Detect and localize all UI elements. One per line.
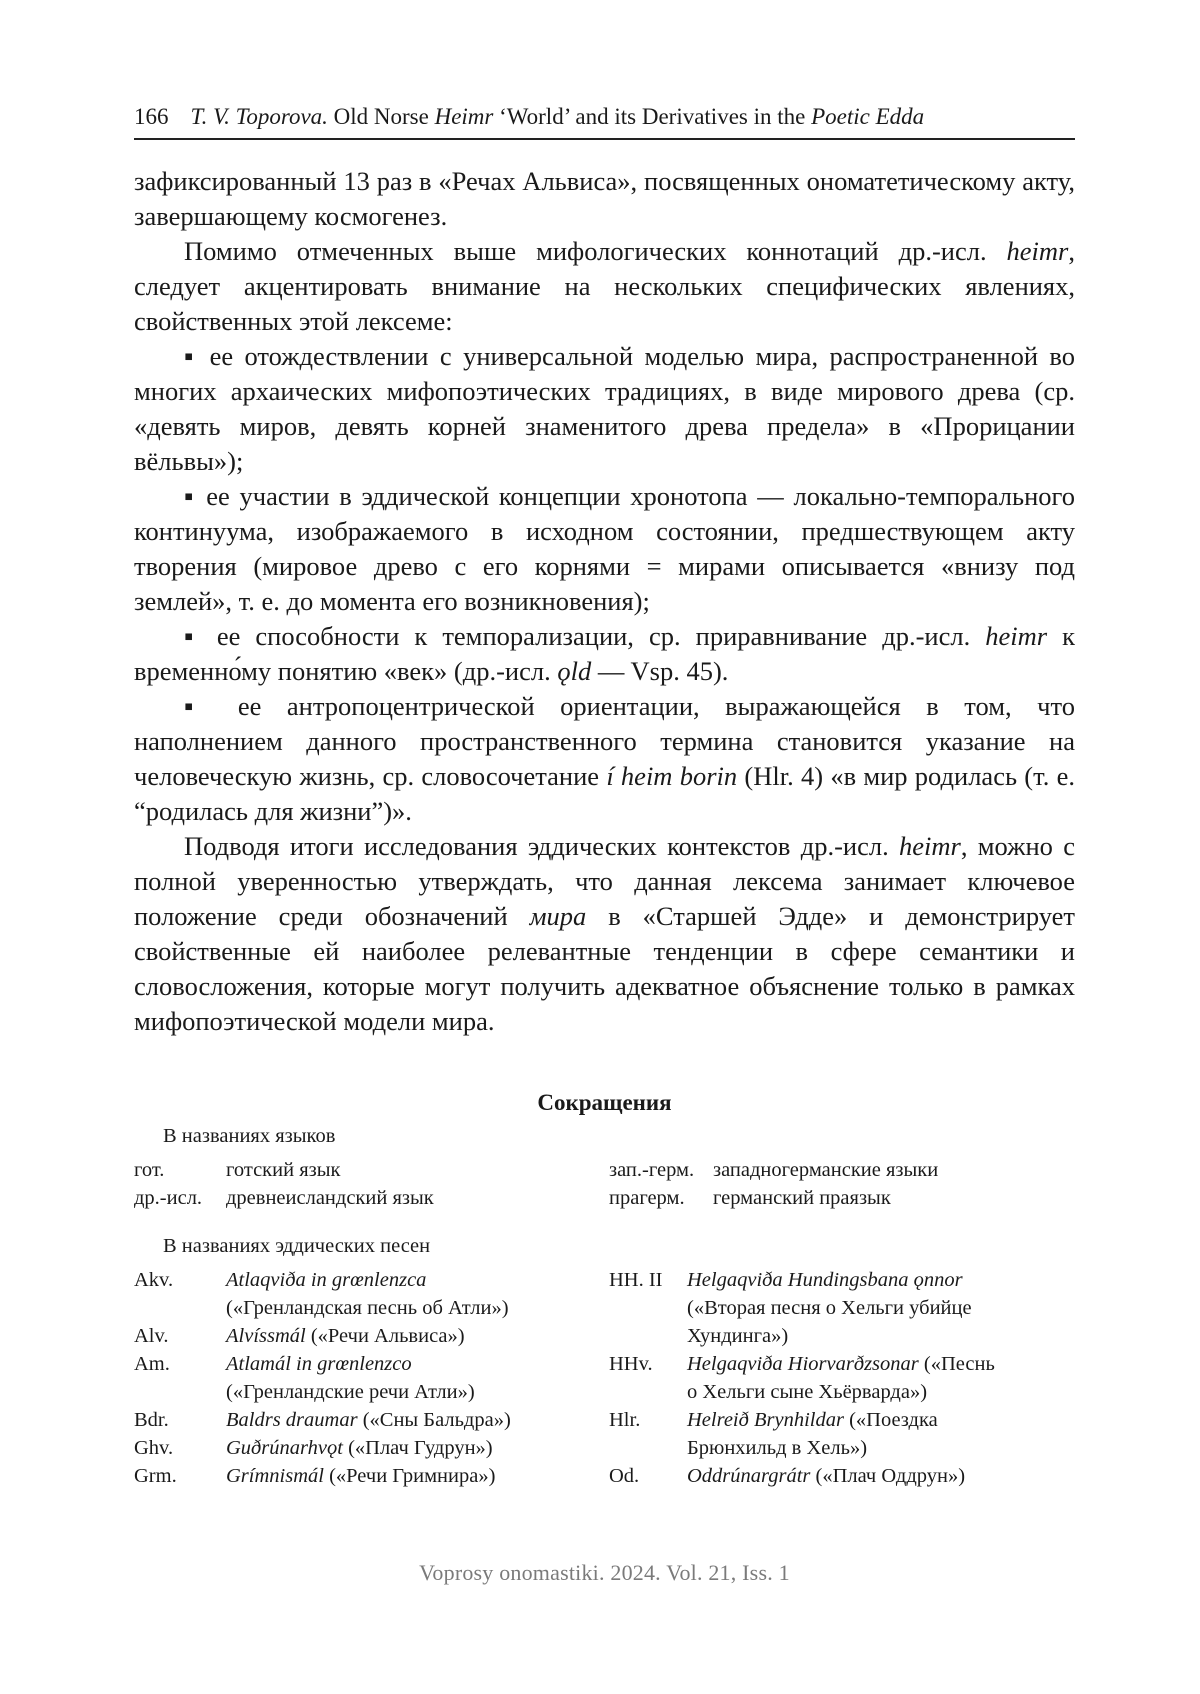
article-body [134,164,1075,1039]
running-header [134,102,1075,140]
paragraph: Помимо отмеченных выше мифологических коннотаций др.-исл. heimr, следует акцентировать внимание на нескольких специфических явлениях, свойственных этой лексеме: [134,236,1075,336]
header-title-part: ‘World’ and its Derivatives in the [493,104,812,129]
journal-footer: Voprosy onomastiki. 2024. Vol. 21, Iss. 1 [419,1560,790,1585]
bullet-item: ▪ ее отождествлении с универсальной моделью мира, распространенной во многих архаических мифопоэтических традициях, в виде мирового древа (ср. «девять миров, девять корней знаменитого древа предела» в «Прорицании вёльвы»); [134,341,1075,476]
page-number: 166 [134,104,169,129]
bullet-item: ▪ ее способности к темпорализации, ср. приравнивание др.-исл. heimr к временно́му понятию «век» (др.-исл. ǫld — Vsp. 45). [134,621,1076,686]
paragraph: зафиксированный 13 раз в «Речах Альвиса», посвященных ономатетическому акту, завершающему космогенез. [134,166,1075,231]
header-author: T. V. Toporova. [190,104,328,129]
subheading-languages: В названиях языков [163,1125,336,1147]
header-title-heimr: Heimr [434,104,494,129]
header-title-edda: Poetic Edda [811,104,925,129]
paragraph: Подводя итоги исследования эддических контекстов др.-исл. heimr, можно с полной уверенностью утверждать, что данная лексема занимает ключевое положение среди обозначений мира в «Старшей Эдде» и демонстрирует свойственные ей наиболее релевантные тенденции в сфере семантики и словосложения, которые могут получить адекватное объяснение только в рамках мифопоэтической модели мира. [134,831,1075,1036]
bullet-item: ▪ ее антропоцентрической ориентации, выражающейся в том, что наполнением данного пространственного термина становится указание на человеческую жизнь, ср. словосочетание í heim borin (Hlr. 4) «в мир родилась (т. е. “родилась для жизни”)». [134,691,1075,826]
section-title: Сокращения [537,1090,672,1115]
bullet-item: ▪ ее участии в эддической концепции хронотопа — локально-темпорального континуума, изображаемого в исходном состоянии, предшествующем акту творения (мировое древо с его корнями = мирами описывается «внизу под землей», т. е. до момента его возникновения); [134,481,1075,616]
subheading-songs: В названиях эддических песен [163,1235,431,1257]
header-title-part: Old Norse [327,104,435,129]
